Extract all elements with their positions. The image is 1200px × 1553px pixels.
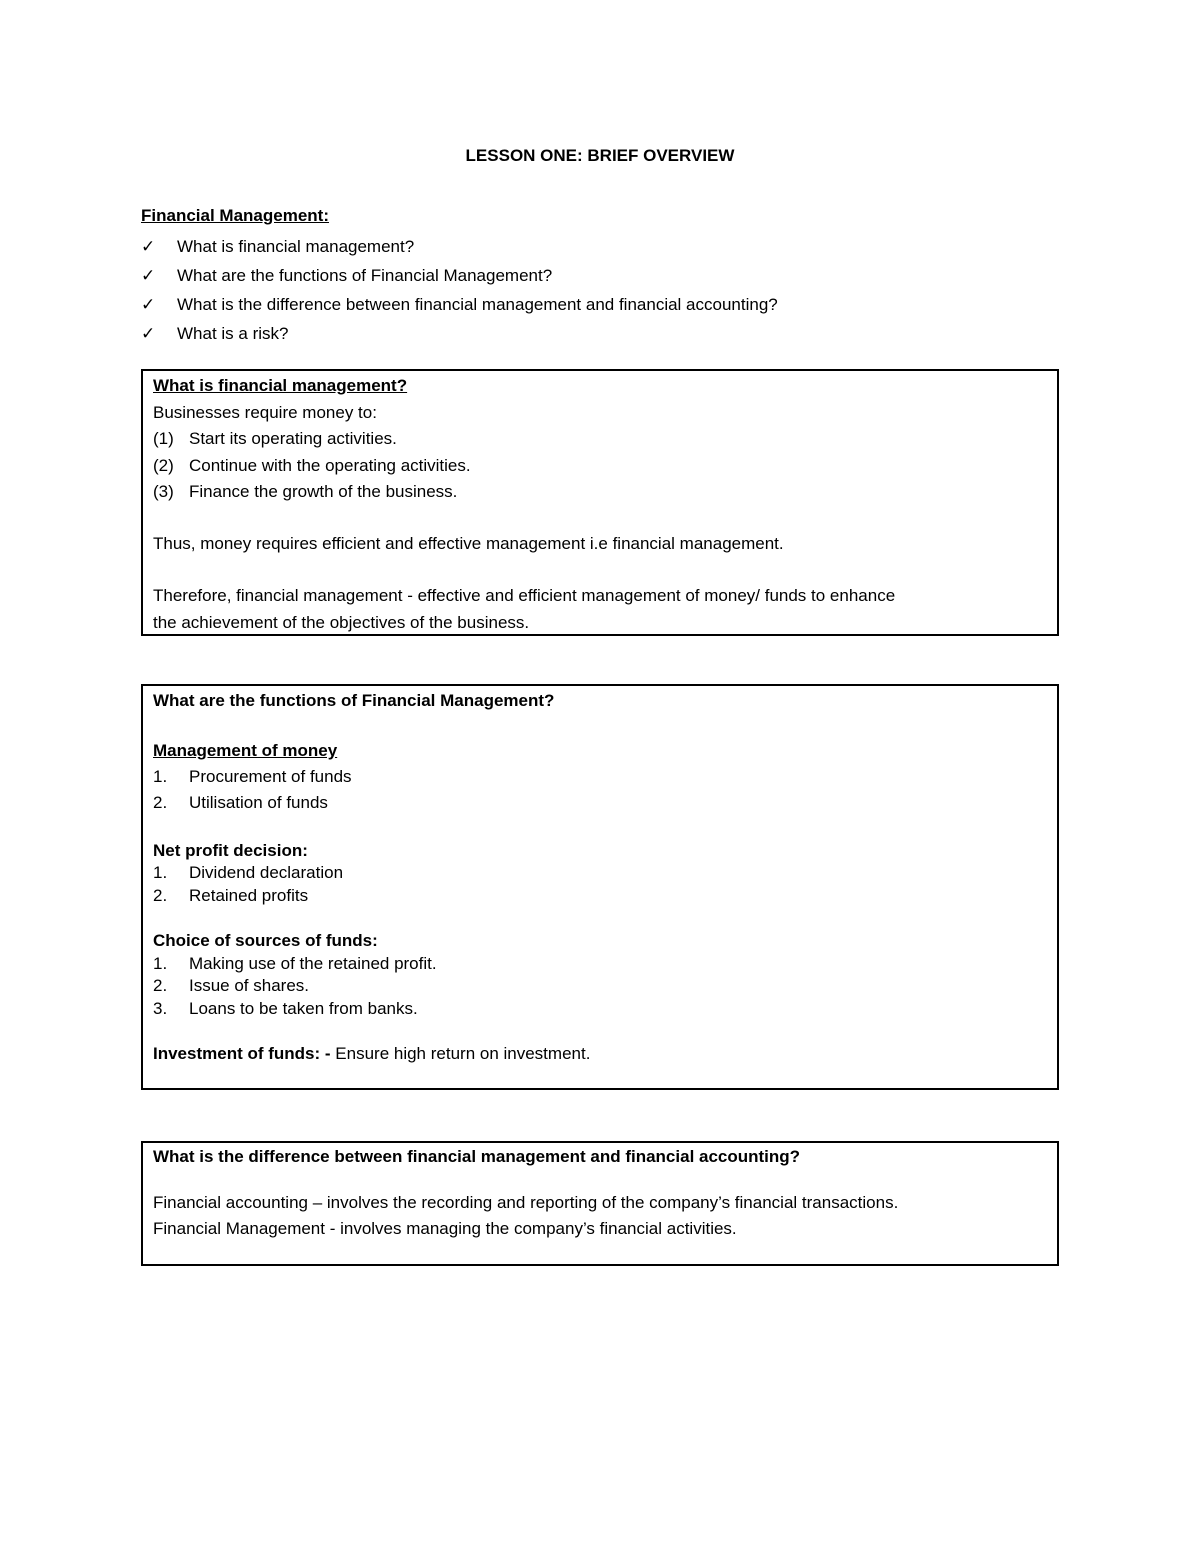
box-heading: What is the difference between financial management and financial accounting? bbox=[153, 1147, 801, 1166]
paragraph-line: Therefore, financial management - effective and efficient management of money/ funds to enhance bbox=[153, 586, 896, 605]
overview-checklist bbox=[141, 232, 778, 348]
list-item: (1) Start its operating activities. bbox=[153, 429, 397, 448]
check-icon: ✓ bbox=[141, 295, 156, 314]
section-heading: Financial Management: bbox=[141, 206, 329, 225]
paragraph-line: the achievement of the objectives of the business. bbox=[153, 613, 530, 632]
box-heading: What are the functions of Financial Management? bbox=[153, 691, 555, 710]
list-item: 1. Procurement of funds bbox=[153, 767, 352, 786]
list-item: 2. Issue of shares. bbox=[153, 976, 310, 995]
subheading: Net profit decision: bbox=[153, 841, 308, 860]
paragraph-line: Financial Management - involves managing the company’s financial activities. bbox=[153, 1219, 737, 1238]
list-item: (2) Continue with the operating activities. bbox=[153, 456, 471, 475]
list-item: 2. Retained profits bbox=[153, 886, 309, 905]
list-item: ✓ What are the functions of Financial Management? bbox=[141, 261, 778, 290]
box-intro: Businesses require money to: bbox=[153, 403, 377, 422]
page-title: LESSON ONE: BRIEF OVERVIEW bbox=[465, 146, 735, 165]
paragraph: Thus, money requires efficient and effective management i.e financial management. bbox=[153, 534, 784, 553]
list-item: (3) Finance the growth of the business. bbox=[153, 482, 458, 501]
check-icon: ✓ bbox=[141, 324, 156, 343]
list-item: 1. Dividend declaration bbox=[153, 863, 344, 882]
subheading: Choice of sources of funds: bbox=[153, 931, 378, 950]
list-item: ✓ What is the difference between financial management and financial accounting? bbox=[141, 290, 778, 319]
subheading: Management of money bbox=[153, 741, 338, 760]
paragraph-line: Financial accounting – involves the recording and reporting of the company’s financial transactions. bbox=[153, 1193, 899, 1212]
box-what-is-fm bbox=[141, 369, 1059, 636]
box-functions bbox=[141, 684, 1059, 1090]
investment-line: Investment of funds: - Ensure high return on investment. bbox=[153, 1044, 591, 1063]
list-item: ✓ What is a risk? bbox=[141, 319, 778, 348]
check-icon: ✓ bbox=[141, 266, 156, 285]
list-item: 1. Making use of the retained profit. bbox=[153, 954, 437, 973]
box-difference bbox=[141, 1141, 1059, 1266]
list-item: 3. Loans to be taken from banks. bbox=[153, 999, 418, 1018]
check-icon: ✓ bbox=[141, 237, 156, 256]
list-item: 2. Utilisation of funds bbox=[153, 793, 328, 812]
list-item: ✓ What is financial management? bbox=[141, 232, 778, 261]
box-heading: What is financial management? bbox=[153, 376, 408, 395]
